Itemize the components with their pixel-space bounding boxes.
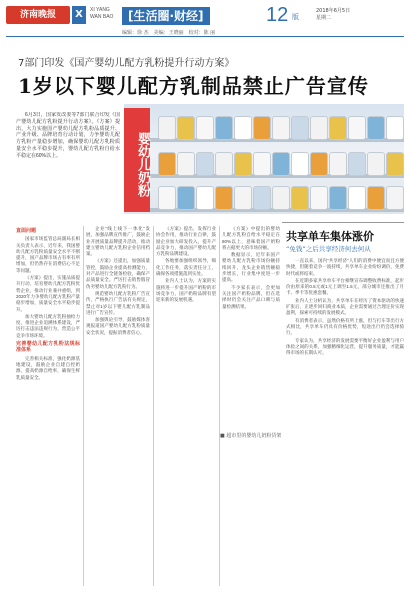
paragraph: 加大婴幼儿配方乳粉抽检力度，推进企业追溯体系建设，严厉打击违法违规行为，营造公平竞争市场环境。 [16, 313, 80, 338]
milk-can [177, 116, 195, 140]
paragraph: 有消费者表示，虽然价格有所上涨，但与打车等出行方式相比，共享单车仍具有价格优势，短途出行仍会选择骑行。 [286, 317, 404, 336]
milk-can [348, 116, 366, 140]
milk-can [234, 186, 252, 210]
newspaper-logo-subtitle [90, 7, 113, 21]
milk-can [329, 116, 347, 140]
milk-can [196, 116, 214, 140]
paragraph: 《方案》提出，发挥行业协会作用，推动行业自律，鼓励企业加大研发投入，提升产品竞争力，推动国产婴幼儿配方乳粉品牌建设。 [156, 226, 216, 257]
article-photo [124, 104, 404, 214]
paragraph: 不少家长表示，会更加关注国产奶粉品牌，但在选择时仍会关注产品口碑与质量检测结果。 [222, 284, 280, 309]
milk-can [177, 186, 195, 210]
column-divider [153, 226, 154, 586]
article-headline: 1岁以下婴儿配方乳制品禁止广告宣传 [18, 74, 369, 98]
milk-can [215, 116, 233, 140]
paragraph: 一直以来，国内“共享经济”人们的消费中便宜而且方便快捷，但随着竞争一波持续，共享单车企业纷纷调价，免费时代或将结束。 [286, 258, 404, 276]
milk-can [367, 186, 385, 210]
subheading: 直面问题 [16, 228, 37, 234]
article-column-1 [16, 226, 80, 586]
side-article-subtitle: “免钱”之后共享经济何去何从 [286, 245, 371, 253]
milk-can [386, 186, 404, 210]
milk-can [386, 116, 404, 140]
column-divider [219, 226, 220, 586]
milk-can [234, 116, 252, 140]
milk-can [291, 152, 309, 176]
issue-date [316, 8, 350, 22]
subheading: 完善婴幼儿配方乳粉法规标准体系 [16, 341, 80, 354]
milk-can [310, 116, 328, 140]
page-unit: 版 [292, 13, 299, 21]
milk-can [215, 186, 233, 210]
milk-can [348, 186, 366, 210]
paragraph: 《方案》中提出的婴幼儿配方乳粉自给水平稳定在60%以上，意味着国产奶粉将占据更大的市场份额。 [222, 226, 280, 250]
milk-can [234, 152, 252, 176]
article-column-4 [222, 226, 280, 426]
milk-can [196, 186, 214, 210]
milk-can [158, 116, 176, 140]
milk-can [291, 186, 309, 210]
milk-can [272, 152, 290, 176]
article-lead [16, 112, 120, 222]
paragraph: 《方案》提出，实施品质提升行动，培育婴幼儿配方乳粉优势企业，推动行业兼并重组，到2020年力争婴幼儿配方乳粉产量稳步增加，质量安全水平稳步提升。 [16, 275, 80, 312]
milk-can [386, 152, 404, 176]
milk-can [177, 152, 195, 176]
logo-sub-line-1: XI YANG [90, 7, 110, 13]
milk-can [253, 116, 271, 140]
paragraph: 专家认为，共享经济的发展需要平衡好企业盈利与用户体验之间的关系，加强精细化运营，提升服务质量，才能赢得市场的长期认可。 [286, 337, 404, 356]
paragraph: 加强舆论引导，鼓励媒体客观报道国产婴幼儿配方乳粉质量安全状况，提振消费者信心。 [86, 317, 150, 335]
lead-paragraph: 6月3日，国家发改委等7部门联合印发《国产婴幼儿配方乳粉提升行动方案》。《方案》提出，大力实施国产婴幼儿配方乳粉品质提升、产业升级、品牌培育行动计划，力争婴幼儿配方乳粉产量稳步增加，确保婴幼儿配方乳粉质量安全水平稳步提升，婴幼儿配方乳粉自给水平稳定在60%以上。 [16, 112, 120, 159]
paragraph: 各地要加强组织领导，细化工作任务，落实责任分工，确保各项措施落到实处。 [156, 258, 216, 277]
article-kicker: 7部门印发《国产婴幼儿配方乳粉提升行动方案》 [18, 58, 235, 69]
logo-sub-line-2: WAN BAO [90, 14, 114, 20]
milk-can [272, 116, 290, 140]
milk-can [158, 186, 176, 210]
header-divider [6, 36, 404, 37]
paragraph: 数据显示，近年来国产婴幼儿配方乳粉市场份额持续回升，龙头企业销售额稳步增长，行业集中度进一步提高。 [222, 252, 280, 283]
milk-can [215, 152, 233, 176]
photo-banner: 婴幼儿奶粉 [124, 108, 150, 212]
side-article-body [286, 258, 404, 586]
article-column-3 [156, 226, 216, 586]
newspaper-logo: 济南晚报 [6, 6, 70, 24]
milk-can [367, 116, 385, 140]
milk-can [367, 152, 385, 176]
milk-can [158, 152, 176, 176]
milk-can [329, 152, 347, 176]
milk-can [329, 186, 347, 210]
milk-can [310, 152, 328, 176]
side-article-title: 共享单车集体涨价 [286, 230, 374, 243]
newspaper-logo-mark: X [72, 6, 86, 24]
paragraph: 业内人士分析认为，共享单车在经历了资本驱动的快速扩张后，正逐步回归商业本质，企业需要通过合理定价实现盈利，探索可持续的发展模式。 [286, 297, 404, 316]
milk-can [291, 116, 309, 140]
article-column-2 [86, 226, 150, 586]
milk-can [310, 186, 328, 210]
milk-can [253, 186, 271, 210]
issue-date-line: 2018年6月5日 [316, 8, 351, 14]
column-divider [83, 226, 84, 586]
photo-caption: ■ 超市里的婴幼儿奶粉货架 [220, 433, 282, 439]
paragraph: 国家市场监管总局副局长相关负责人表示，近年来，我国婴幼儿配方乳粉质量安全水平不断提升，国产品牌市场占有率有所增加，但仍然存在消费信心不足等问题。 [16, 236, 80, 273]
page-number: 12 [266, 4, 289, 26]
editor-credits: 编辑：徐 杰 美编：王晓丽 校对：陈 丽 [122, 30, 216, 36]
milk-can [196, 152, 214, 176]
paragraph: 规范婴幼儿配方乳粉广告宣传，严格执行广告法有关规定，禁止对1岁以下婴儿配方乳制品进行广告宣传。 [86, 290, 150, 315]
paragraph: 在近期多家共享单车平台相继宣布调整收费标准，起步价由原来的0.5元或1元上调至1.5元，部分城市还推出了月卡、季卡等优惠套餐。 [286, 277, 404, 296]
milk-can [348, 152, 366, 176]
milk-can [272, 186, 290, 210]
issue-weekday: 星期二 [316, 15, 332, 21]
paragraph: 完善相关标准，强化奶源基地建设，鼓励企业自建自控奶源，提高奶源自给率，确保生鲜乳质量安全。 [16, 355, 80, 380]
paragraph: 业内人士认为，方案的实施将进一步提升国产奶粉的市场竞争力，国产奶粉品牌有望迎来新的发展机遇。 [156, 278, 216, 303]
paragraph: 企业“线上线下一体化”发展，加强品牌宣传推广，鼓励企业开展质量品牌提升活动，推动建立婴幼儿配方乳粉企业信用档案。 [86, 226, 150, 257]
milk-can [253, 152, 271, 176]
section-title: [生活圈·财经] [122, 7, 210, 25]
side-article-divider [282, 222, 404, 223]
paragraph: 《方案》还提出，加强质量管控，鼓励企业提高检测能力，对产品进行全链条检验，确保产品质量安全。严厉打击销售假冒伪劣婴幼儿配方乳粉行为。 [86, 258, 150, 289]
